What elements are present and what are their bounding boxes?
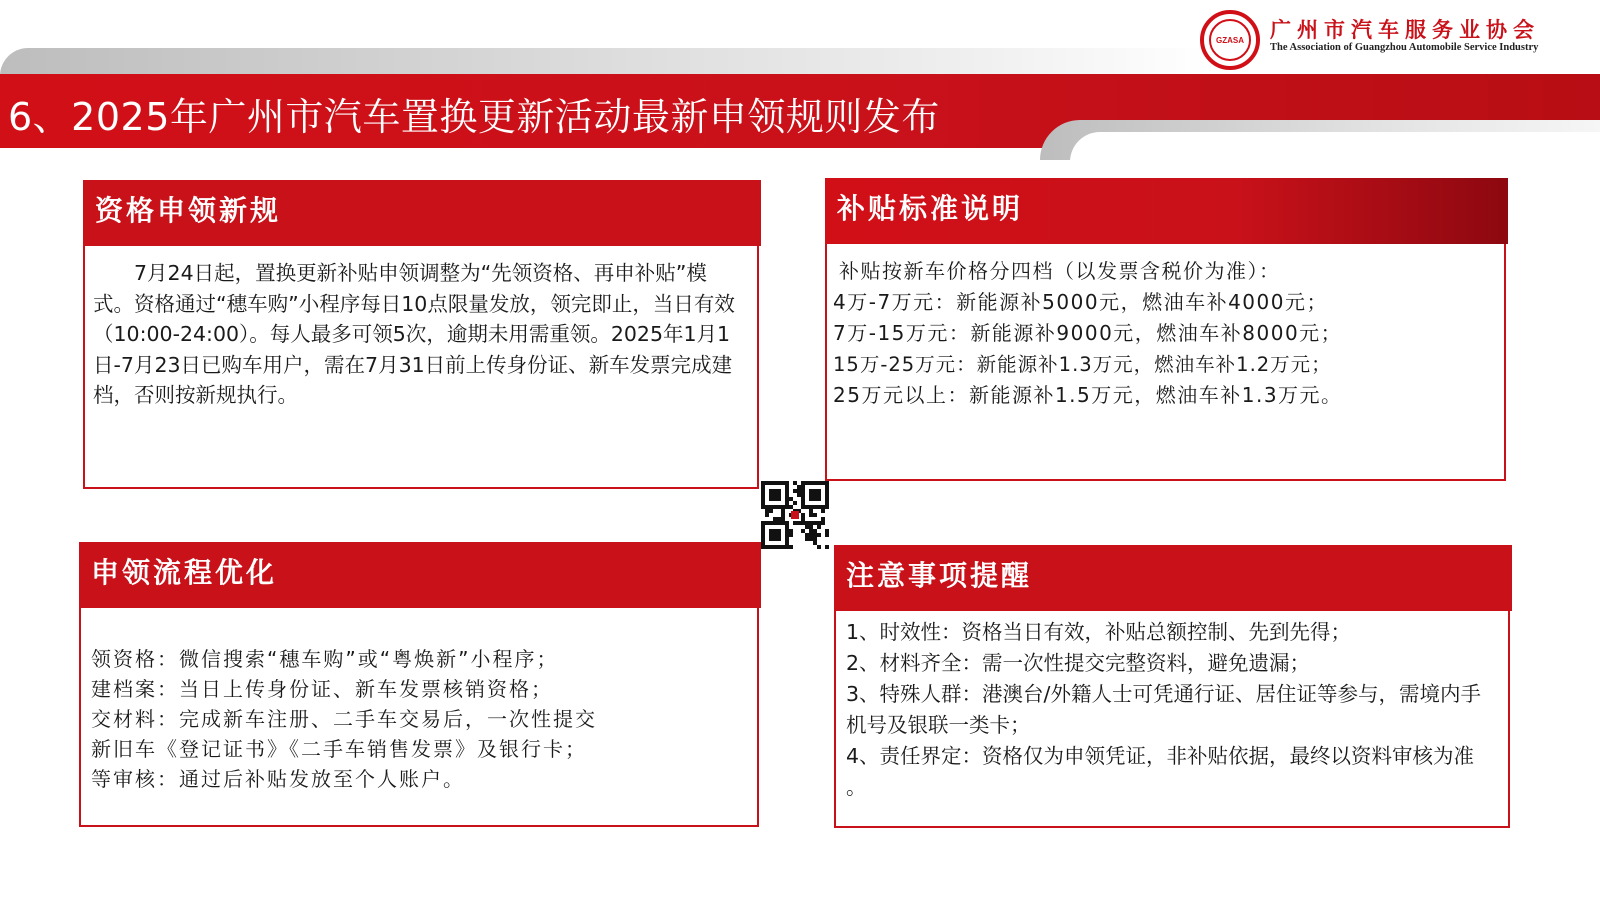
- card-line: 7万-15万元：新能源补9000元，燃油车补8000元；: [833, 321, 1343, 345]
- card-eligibility-rules: [83, 180, 759, 489]
- card-line: 新旧车《登记证书》《二手车销售发票》及银行卡；: [91, 737, 587, 761]
- card-process-optimization: [79, 542, 759, 827]
- qr-code: [761, 481, 829, 549]
- card-line: 4万-7万元：新能源补5000元，燃油车补4000元；: [833, 290, 1328, 314]
- card-paragraph: 7月24日起，置换更新补贴申领调整为“先领资格、再申补贴”模式。资格通过“穗车购”小程序每日10点限量发放，领完即止，当日有效（10:00-24:00）。每人最多可领5次，逾期未用需重领。2025年1月1日-7月23日已购车用户，需在7月31日前上传身份证、新车发票完成建档，否则按新规执行。: [93, 261, 735, 407]
- card-line: 25万元以上：新能源补1.5万元，燃油车补1.3万元。: [833, 383, 1343, 407]
- card-body: [91, 644, 751, 794]
- card-heading: 注意事项提醒: [834, 545, 1512, 611]
- card-line: 补贴按新车价格分四档（以发票含税价为准）：: [839, 259, 1281, 283]
- org-name-en: The Association of Guangzhou Automobile Service Industry: [1270, 42, 1539, 53]
- card-body: [846, 617, 1492, 803]
- card-line: 3、特殊人群：港澳台/外籍人士可凭通行证、居住证等参与，需境内手机号及银联一类卡；: [846, 682, 1481, 737]
- card-line: 2、材料齐全：需一次性提交完整资料，避免遗漏；: [846, 651, 1311, 675]
- card-precautions: [834, 545, 1510, 828]
- card-subsidy-standard: [825, 178, 1506, 481]
- card-line: 交材料：完成新车注册、二手车交易后，一次性提交: [91, 707, 597, 731]
- title-band-white-curve: [1070, 132, 1600, 162]
- logo-text: GZASA: [1209, 19, 1251, 61]
- card-heading: 资格申领新规: [83, 180, 761, 246]
- association-logo: [1200, 10, 1260, 70]
- card-line: 15万-25万元：新能源补1.3万元，燃油车补1.2万元；: [833, 353, 1332, 376]
- header-grey-band: [0, 48, 1210, 76]
- card-heading: 申领流程优化: [79, 542, 761, 608]
- card-line: 4、责任界定：资格仅为申领凭证，非补贴依据，最终以资料审核为准 。: [846, 744, 1475, 799]
- org-name-cn: 广州市汽车服务业协会: [1270, 18, 1540, 42]
- card-body: [833, 256, 1498, 411]
- page-title: 6、2025年广州市汽车置换更新活动最新申领规则发布: [8, 95, 940, 139]
- card-line: 领资格：微信搜索“穗车购”或“粤焕新”小程序；: [91, 647, 559, 671]
- card-heading: 补贴标准说明: [825, 178, 1508, 244]
- card-body: [93, 258, 741, 411]
- card-line: 建档案：当日上传身份证、新车发票核销资格；: [91, 677, 553, 701]
- card-line: 1、时效性：资格当日有效，补贴总额控制、先到先得；: [846, 620, 1352, 644]
- card-line: 等审核：通过后补贴发放至个人账户。: [91, 767, 465, 791]
